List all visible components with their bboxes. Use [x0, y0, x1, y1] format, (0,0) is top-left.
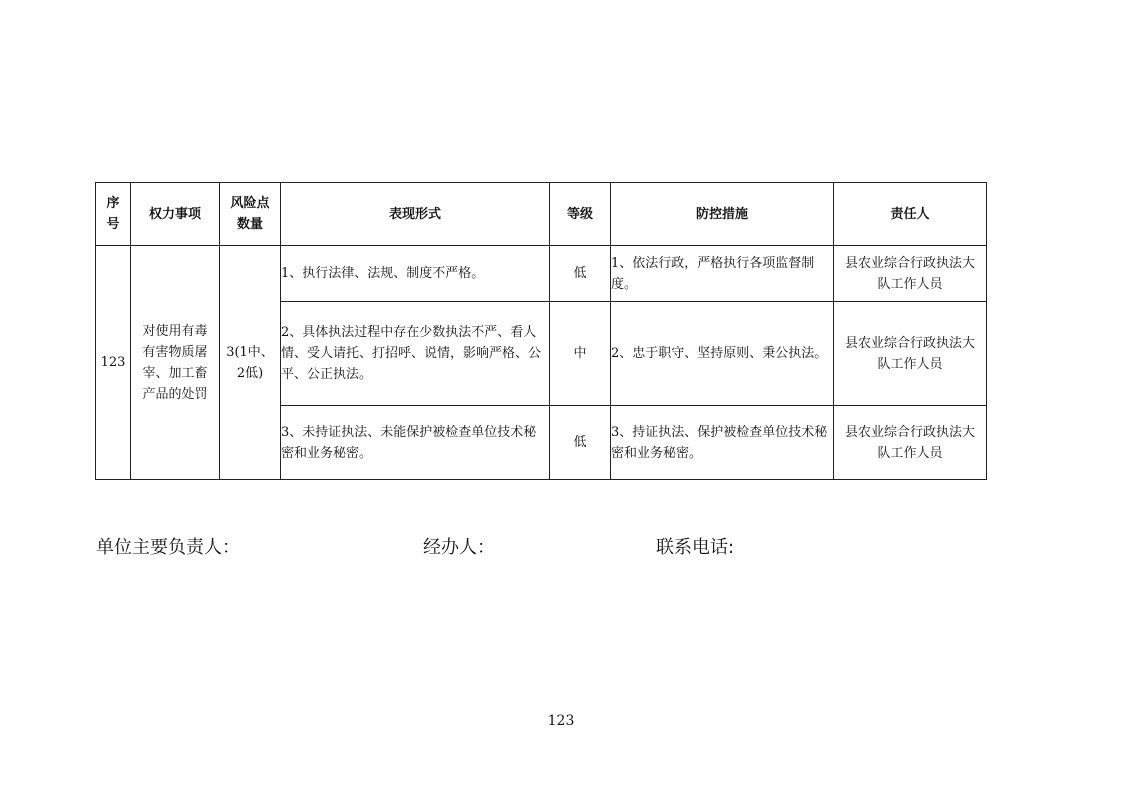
cell-responsible: 县农业综合行政执法大队工作人员	[834, 302, 987, 406]
table-header-row	[96, 183, 987, 246]
phone-label: 联系电话:	[656, 537, 735, 558]
header-risk-count-line-1: 风险点	[230, 196, 270, 211]
table-row	[96, 246, 987, 302]
header-risk-count-line-2: 数量	[236, 217, 263, 232]
risk-table	[95, 182, 987, 480]
cell-measure: 2、忠于职守、坚持原则、秉公执法。	[611, 302, 834, 406]
cell-seq: 123	[96, 246, 131, 480]
cell-responsible: 县农业综合行政执法大队工作人员	[834, 406, 987, 480]
cell-matter: 对使用有毒有害物质屠宰、加工畜产品的处罚	[131, 246, 220, 480]
page-number: 123	[547, 713, 575, 729]
cell-manifestation: 2、具体执法过程中存在少数执法不严、看人情、受人请托、打招呼、说情，影响严格、公平、公正执法。	[281, 302, 550, 406]
handler-label: 经办人：	[423, 537, 495, 558]
cell-manifestation: 1、执行法律、法规、制度不严格。	[281, 246, 550, 302]
header-manifestation: 表现形式	[281, 183, 550, 246]
header-responsible: 责任人	[834, 183, 987, 246]
cell-risk-count: 3(1中、2低)	[220, 246, 281, 480]
cell-measure: 1、依法行政，严格执行各项监督制度。	[611, 246, 834, 302]
cell-measure: 3、持证执法、保护被检查单位技术秘密和业务秘密。	[611, 406, 834, 480]
header-seq	[96, 183, 131, 246]
unit-head-label: 单位主要负责人：	[96, 537, 240, 558]
header-level: 等级	[550, 183, 611, 246]
cell-level: 低	[550, 406, 611, 480]
header-measure: 防控措施	[611, 183, 834, 246]
header-seq-line-1: 序	[106, 196, 120, 211]
cell-level: 低	[550, 246, 611, 302]
cell-manifestation: 3、未持证执法、未能保护被检查单位技术秘密和业务秘密。	[281, 406, 550, 480]
cell-responsible: 县农业综合行政执法大队工作人员	[834, 246, 987, 302]
cell-level: 中	[550, 302, 611, 406]
header-risk-count	[220, 183, 281, 246]
header-seq-line-2: 号	[106, 217, 120, 232]
header-matter: 权力事项	[131, 183, 220, 246]
